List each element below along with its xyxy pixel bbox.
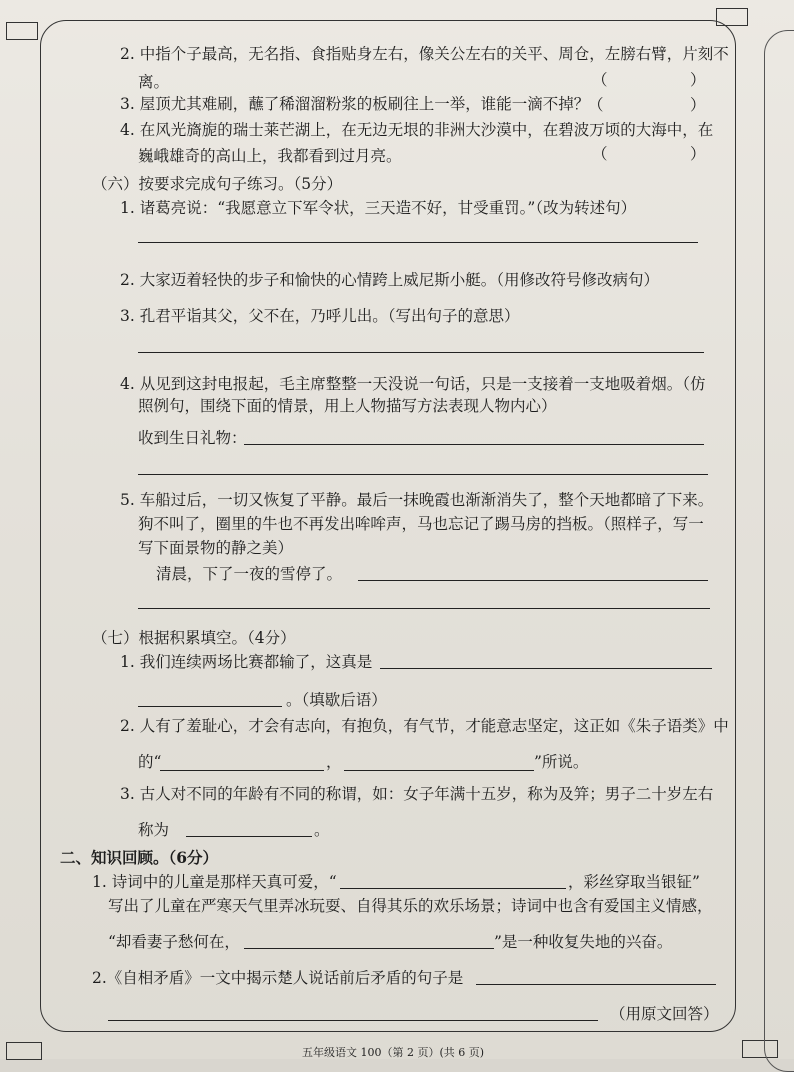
s7-q2-prefix: 的“ xyxy=(138,753,162,771)
s6-q4-prompt: 收到生日礼物： xyxy=(138,429,247,447)
s7-q2-blank-1[interactable] xyxy=(160,770,324,771)
s7-q3-blank[interactable] xyxy=(186,836,312,837)
s6-q4-line2: 照例句，围绕下面的情景，用上人物描写方法表现人物内心） xyxy=(138,397,557,415)
s6-q5-answer-line-1[interactable] xyxy=(358,580,708,581)
s7-q3-prefix: 称为 xyxy=(138,821,170,839)
s7-q1-blank-2[interactable] xyxy=(138,706,282,707)
s5-q3-paren-open: （ xyxy=(588,96,604,114)
s7-q3-line1: 3. 古人对不同的年龄有不同的称谓，如：女子年满十五岁，称为及笄；男子二十岁左右 xyxy=(120,785,714,803)
p2-q2-tail: （用原文回答） xyxy=(610,1005,719,1023)
s5-q2-line1: 2. 中指个子最高，无名指、食指贴身左右，像关公左右的关平、周仓，左膀右臂，片刻不 xyxy=(120,45,729,63)
s7-q2-blank-2[interactable] xyxy=(344,770,534,771)
s7-q1: 1. 我们连续两场比赛都输了，这真是 xyxy=(120,653,373,671)
s7-q2-comma: ， xyxy=(326,753,342,771)
s5-q3-paren-close: ） xyxy=(690,96,706,114)
corner-box-top-left xyxy=(6,22,38,40)
s7-q1-blank-1[interactable] xyxy=(380,668,712,669)
s6-q5-answer-line-2[interactable] xyxy=(138,608,710,609)
p2-q1-blank-1[interactable] xyxy=(340,888,566,889)
p2-q1-suffix: ，彩丝穿取当银钲” xyxy=(568,873,700,891)
adjacent-page-frame xyxy=(764,30,794,1072)
s7-q2-suffix: ”所说。 xyxy=(534,753,589,771)
p2-q1-line3-prefix: “却看妻子愁何在， xyxy=(108,933,240,951)
p2-q2: 2.《自相矛盾》一文中揭示楚人说话前后矛盾的句子是 xyxy=(92,969,464,987)
page-footer: 五年级语文 100（第 2 页）(共 6 页) xyxy=(302,1046,485,1059)
s7-q2-line1: 2. 人有了羞耻心，才会有志向，有抱负，有气节，才能意志坚定，这正如《朱子语类》中 xyxy=(120,717,729,735)
s6-q4-answer-line-2[interactable] xyxy=(138,474,708,475)
s5-q4-paren-close: ） xyxy=(690,145,706,163)
p2-q2-blank-2[interactable] xyxy=(108,1020,598,1021)
s6-q5-line2: 狗不叫了，圈里的牛也不再发出哞哞声，马也忘记了踢马房的挡板。（照样子，写一 xyxy=(138,515,704,533)
s6-q3-answer-line[interactable] xyxy=(138,352,704,353)
p2-q2-blank-1[interactable] xyxy=(476,984,716,985)
s7-q1-suffix: 。（填歇后语） xyxy=(286,691,387,709)
p2-q1-prefix: 1. 诗词中的儿童是那样天真可爱，“ xyxy=(92,873,337,891)
s6-q1: 1. 诸葛亮说：“我愿意立下军令状，三天造不好，甘受重罚。”（改为转述句） xyxy=(120,199,637,217)
s6-q5-prompt: 清晨，下了一夜的雪停了。 xyxy=(156,565,343,583)
s5-q2-paren-open: （ xyxy=(592,71,608,89)
s6-q1-answer-line[interactable] xyxy=(138,242,698,243)
s5-q4-line2: 巍峨雄奇的高山上，我都看到过月亮。 xyxy=(138,147,402,165)
p2-q1-line2: 写出了儿童在严寒天气里弄冰玩耍、自得其乐的欢乐场景；诗词中也含有爱国主义情感， xyxy=(108,897,713,915)
s5-q3-line1: 3. 屋顶尤其难刷，蘸了稀溜溜粉浆的板刷往上一举，谁能一滴不掉？ xyxy=(120,95,590,113)
s5-q4-paren-open: （ xyxy=(592,145,608,163)
section-seven-title: （七）根据积累填空。（4分） xyxy=(92,629,296,647)
part-two-title: 二、知识回顾。（6分） xyxy=(60,848,219,867)
section-six-title: （六）按要求完成句子练习。（5分） xyxy=(92,175,343,193)
s5-q2-line2: 离。 xyxy=(138,73,170,91)
s6-q2: 2. 大家迈着轻快的步子和愉快的心情跨上威尼斯小艇。（用修改符号修改病句） xyxy=(120,271,659,289)
s7-q3-suffix: 。 xyxy=(314,821,330,839)
s6-q5-line1: 5. 车船过后，一切又恢复了平静。最后一抹晚霞也渐渐消失了，整个天地都暗了下来。 xyxy=(120,491,714,509)
corner-box-bottom-left xyxy=(6,1042,42,1060)
p2-q1-line3-suffix: ”是一种收复失地的兴奋。 xyxy=(494,933,673,951)
p2-q1-blank-2[interactable] xyxy=(244,948,494,949)
s5-q4-line1: 4. 在风光旖旎的瑞士莱芒湖上，在无边无垠的非洲大沙漠中，在碧波万顷的大海中，在 xyxy=(120,121,714,139)
s6-q3: 3. 孔君平诣其父，父不在，乃呼儿出。（写出句子的意思） xyxy=(120,307,520,325)
s6-q5-line3: 写下面景物的静之美） xyxy=(138,539,294,557)
s6-q4-answer-line-1[interactable] xyxy=(244,444,704,445)
s5-q2-paren-close: ） xyxy=(690,71,706,89)
s6-q4-line1: 4. 从见到这封电报起，毛主席整整一天没说一句话，只是一支接着一支地吸着烟。（仿 xyxy=(120,375,706,393)
